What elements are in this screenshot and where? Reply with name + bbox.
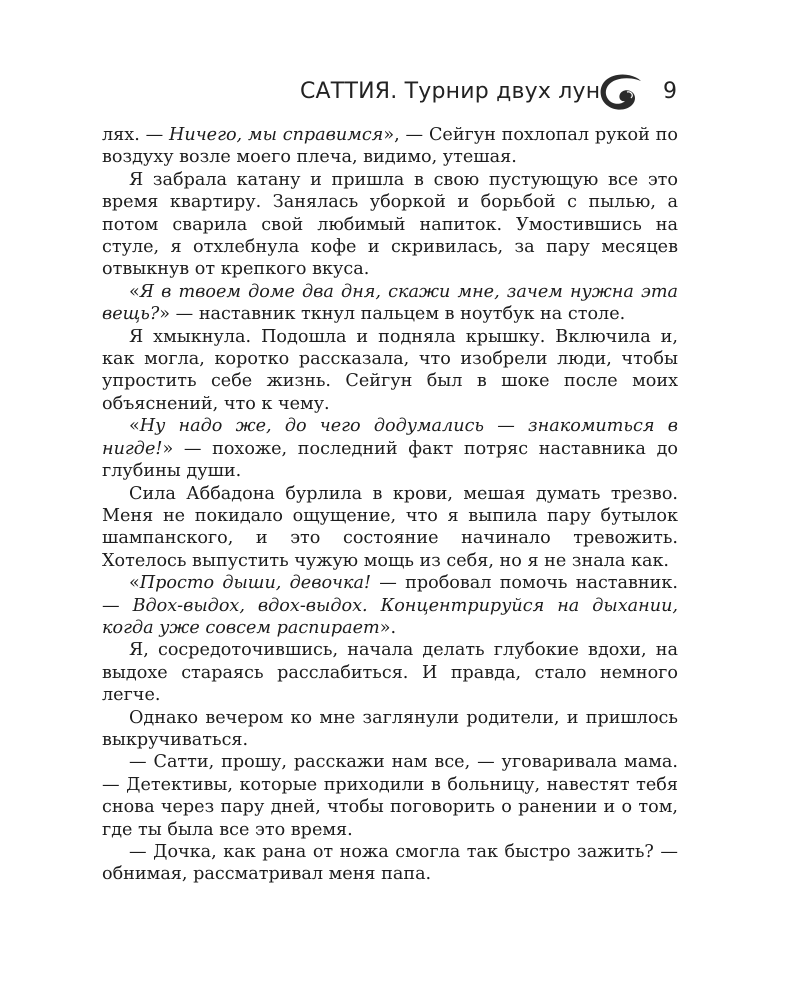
body-text bbox=[102, 124, 678, 886]
text-run: », — Сейгун похлопал рукой по воздуху возле моего плеча, видимо, утешая. bbox=[102, 125, 678, 168]
text-run: » — похоже, последний факт потряс наставника до глубины души. bbox=[102, 438, 678, 482]
italic-text: Я в твоем доме два дня, скажи мне, зачем нужна эта вещь? bbox=[102, 281, 678, 325]
page-number: 9 bbox=[663, 79, 677, 104]
paragraph bbox=[102, 169, 678, 281]
italic-text: Ничего, мы справимся bbox=[169, 125, 384, 145]
text-run: — Сатти, прошу, расскажи нам все, — уговаривала мама. — Детективы, которые приходили в больницу, навестят тебя снова через пару дней, чтобы поговорить о ранении и о том, где ты была все это время. bbox=[102, 752, 678, 840]
paragraph bbox=[102, 483, 678, 573]
text-run: » — наставник ткнул пальцем в ноутбук на столе. bbox=[159, 304, 626, 325]
italic-text: Просто дыши, девочка! bbox=[139, 573, 372, 594]
paragraph bbox=[102, 415, 678, 482]
text-run: Сила Аббадона бурлила в крови, мешая думать трезво. Меня не покидало ощущение, что я выпила пару бутылок шампанского, и это состояние начинало тревожить. Хотелось выпустить чужую мощь из себя, но я не знала как. bbox=[102, 483, 678, 571]
text-run: « bbox=[129, 416, 140, 437]
italic-text: Вдох-выдох, вдох-выдох. Концентрируйся на дыхании, когда уже совсем распирает bbox=[102, 595, 678, 638]
paragraph bbox=[102, 326, 678, 416]
text-run: « bbox=[129, 573, 140, 594]
italic-text: Ну надо же, до чего додумались — знакомиться в нигде! bbox=[102, 416, 678, 459]
text-run: Я, сосредоточившись, начала делать глубокие вдохи, на выдохе стараясь расслабиться. И правда, стало немного легче. bbox=[102, 640, 678, 706]
text-run: « bbox=[129, 281, 140, 302]
paragraph bbox=[102, 281, 678, 326]
text-run: — пробовал помочь наставник. — bbox=[102, 573, 678, 616]
swirl-moon-icon bbox=[597, 72, 647, 112]
text-run: Я забрала катану и пришла в свою пустующую все это время квартиру. Занялась уборкой и борьбой с пылью, а потом сварила свой любимый напиток. Умостившись на стуле, я отхлебнула кофе и скривилась, за пару месяцев отвыкнув от крепкого вкуса. bbox=[102, 169, 678, 280]
paragraph bbox=[102, 751, 678, 841]
paragraph bbox=[102, 841, 678, 886]
text-run: лях. — bbox=[102, 125, 170, 145]
text-run: — Дочка, как рана от ножа смогла так быстро зажить? — обнимая, рассматривал меня папа. bbox=[102, 842, 678, 885]
paragraph bbox=[102, 639, 678, 706]
paragraph bbox=[102, 707, 678, 752]
text-run: ». bbox=[379, 617, 397, 638]
paragraph bbox=[102, 572, 678, 639]
text-run: Однако вечером ко мне заглянули родители, и пришлось выкручиваться. bbox=[102, 707, 678, 750]
paragraph bbox=[102, 124, 678, 169]
book-title: САТТИЯ. Турнир двух лун bbox=[300, 79, 601, 104]
running-header bbox=[300, 72, 690, 112]
text-run: Я хмыкнула. Подошла и подняла крышку. Включила и, как могла, коротко рассказала, что изобрели люди, чтобы упростить себе жизнь. Сейгун был в шоке после моих объяснений, что к чему. bbox=[102, 326, 678, 414]
